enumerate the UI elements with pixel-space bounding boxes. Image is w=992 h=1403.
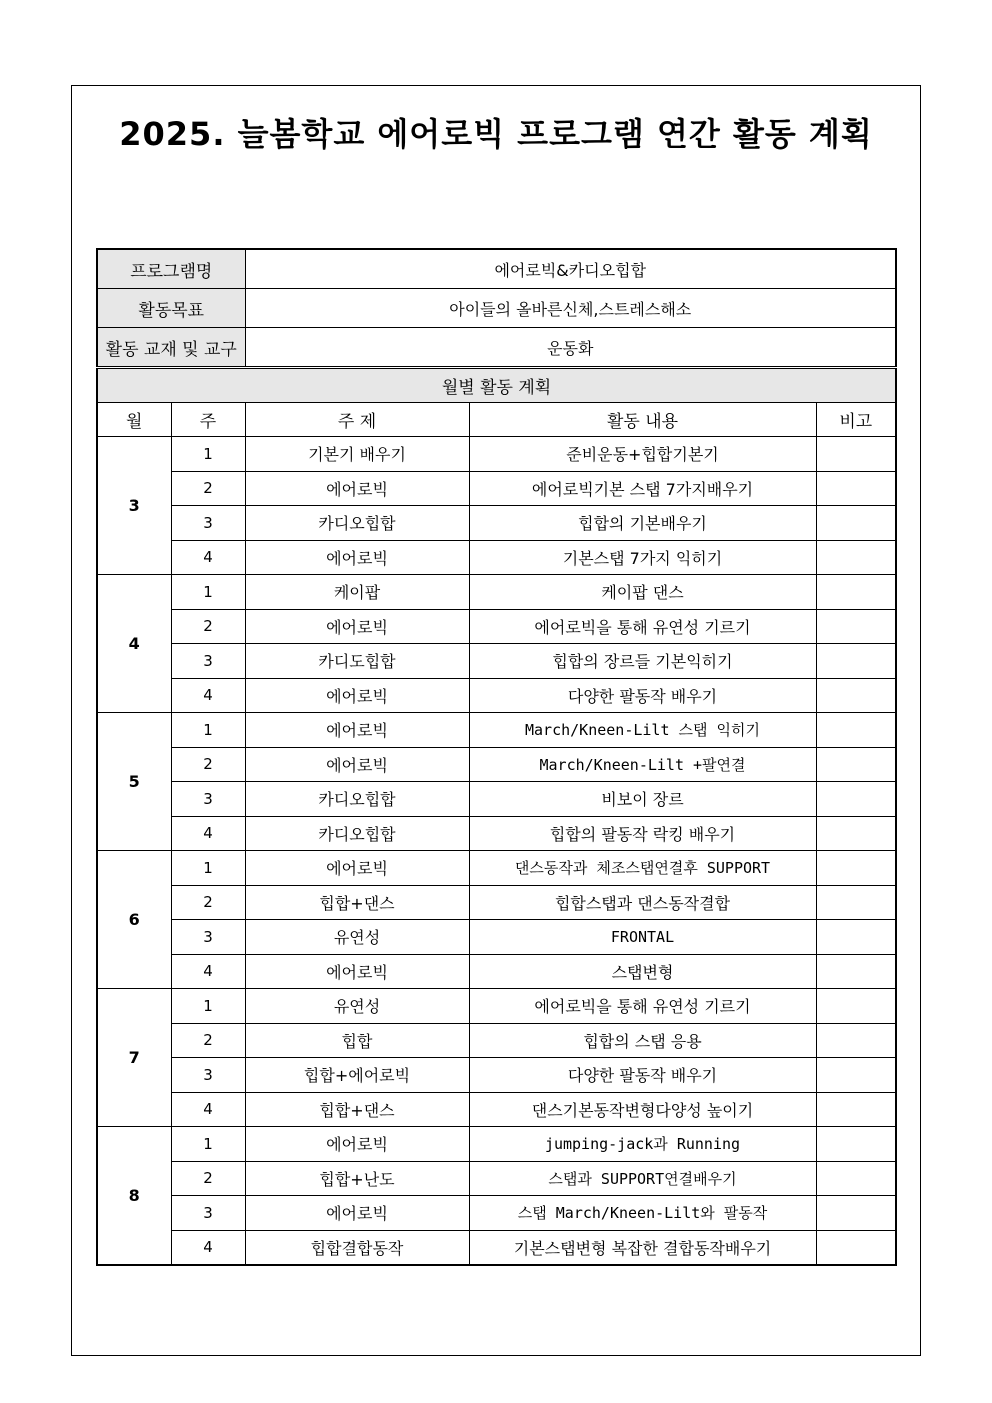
content-cell: 기본스탭 7가지 익히기 bbox=[469, 540, 816, 575]
table-row bbox=[97, 713, 896, 748]
note-cell bbox=[816, 506, 896, 541]
content-cell: 에어로빅기본 스탭 7가지배우기 bbox=[469, 471, 816, 506]
note-cell bbox=[816, 851, 896, 886]
week-cell: 1 bbox=[171, 989, 245, 1024]
note-cell bbox=[816, 437, 896, 472]
table-row bbox=[97, 989, 896, 1024]
column-header-content: 활동 내용 bbox=[469, 403, 816, 437]
note-cell bbox=[816, 1023, 896, 1058]
table-row bbox=[97, 506, 896, 541]
month-cell: 5 bbox=[97, 713, 171, 851]
note-cell bbox=[816, 920, 896, 955]
week-cell: 1 bbox=[171, 437, 245, 472]
table-row bbox=[97, 644, 896, 679]
topic-cell: 카디오힙합 bbox=[245, 782, 469, 817]
section-title: 월별 활동 계획 bbox=[97, 368, 896, 403]
content-cell: 케이팝 댄스 bbox=[469, 575, 816, 610]
topic-cell: 유연성 bbox=[245, 989, 469, 1024]
note-cell bbox=[816, 678, 896, 713]
week-cell: 3 bbox=[171, 644, 245, 679]
month-cell: 7 bbox=[97, 989, 171, 1127]
info-row-program bbox=[97, 249, 896, 289]
week-cell: 2 bbox=[171, 747, 245, 782]
info-row-goal bbox=[97, 289, 896, 328]
week-cell: 2 bbox=[171, 1161, 245, 1196]
note-cell bbox=[816, 1196, 896, 1231]
content-cell: 에어로빅을 통해 유연성 기르기 bbox=[469, 989, 816, 1024]
week-cell: 3 bbox=[171, 782, 245, 817]
note-cell bbox=[816, 954, 896, 989]
note-cell bbox=[816, 1127, 896, 1162]
content-cell: 댄스기본동작변형다양성 높이기 bbox=[469, 1092, 816, 1127]
note-cell bbox=[816, 1058, 896, 1093]
week-cell: 2 bbox=[171, 609, 245, 644]
content-cell: 다양한 팔동작 배우기 bbox=[469, 678, 816, 713]
table-row bbox=[97, 782, 896, 817]
content-cell: 스탭과 SUPPORT연결배우기 bbox=[469, 1161, 816, 1196]
note-cell bbox=[816, 644, 896, 679]
week-cell: 3 bbox=[171, 920, 245, 955]
content-cell: FRONTAL bbox=[469, 920, 816, 955]
content-cell: 힙합의 스탭 응용 bbox=[469, 1023, 816, 1058]
topic-cell: 힙합+댄스 bbox=[245, 1092, 469, 1127]
table-row bbox=[97, 954, 896, 989]
table-row bbox=[97, 1230, 896, 1265]
topic-cell: 에어로빅 bbox=[245, 747, 469, 782]
month-cell: 3 bbox=[97, 437, 171, 575]
topic-cell: 힙합결합동작 bbox=[245, 1230, 469, 1265]
week-cell: 1 bbox=[171, 851, 245, 886]
month-cell: 6 bbox=[97, 851, 171, 989]
column-header-row bbox=[97, 403, 896, 437]
table-row bbox=[97, 678, 896, 713]
info-value: 에어로빅&카디오힙합 bbox=[245, 249, 896, 289]
topic-cell: 케이팝 bbox=[245, 575, 469, 610]
topic-cell: 에어로빅 bbox=[245, 678, 469, 713]
week-cell: 4 bbox=[171, 954, 245, 989]
table-row bbox=[97, 1127, 896, 1162]
column-header-week: 주 bbox=[171, 403, 245, 437]
week-cell: 1 bbox=[171, 575, 245, 610]
note-cell bbox=[816, 609, 896, 644]
info-row-materials bbox=[97, 328, 896, 368]
note-cell bbox=[816, 782, 896, 817]
topic-cell: 힙합+댄스 bbox=[245, 885, 469, 920]
content-cell: March/Kneen-Lilt +팔연결 bbox=[469, 747, 816, 782]
content-cell: 에어로빅을 통해 유연성 기르기 bbox=[469, 609, 816, 644]
month-cell: 8 bbox=[97, 1127, 171, 1266]
topic-cell: 카디오힙합 bbox=[245, 816, 469, 851]
content-cell: 스탭변형 bbox=[469, 954, 816, 989]
info-label: 활동 교재 및 교구 bbox=[97, 328, 245, 368]
month-cell: 4 bbox=[97, 575, 171, 713]
topic-cell: 에어로빅 bbox=[245, 713, 469, 748]
table-row bbox=[97, 851, 896, 886]
content-cell: March/Kneen-Lilt 스탭 익히기 bbox=[469, 713, 816, 748]
table-row bbox=[97, 471, 896, 506]
column-header-topic: 주 제 bbox=[245, 403, 469, 437]
table-row bbox=[97, 1196, 896, 1231]
section-header-row bbox=[97, 368, 896, 403]
info-value: 아이들의 올바른신체,스트레스해소 bbox=[245, 289, 896, 328]
note-cell bbox=[816, 885, 896, 920]
table-row bbox=[97, 575, 896, 610]
week-cell: 2 bbox=[171, 471, 245, 506]
topic-cell: 에어로빅 bbox=[245, 954, 469, 989]
week-cell: 3 bbox=[171, 506, 245, 541]
table-row bbox=[97, 920, 896, 955]
content-cell: 힙합의 기본배우기 bbox=[469, 506, 816, 541]
topic-cell: 힙합+에어로빅 bbox=[245, 1058, 469, 1093]
topic-cell: 에어로빅 bbox=[245, 851, 469, 886]
week-cell: 1 bbox=[171, 713, 245, 748]
content-cell: 힙합의 팔동작 락킹 배우기 bbox=[469, 816, 816, 851]
content-cell: 댄스동작과 체조스탭연결후 SUPPORT bbox=[469, 851, 816, 886]
note-cell bbox=[816, 713, 896, 748]
week-cell: 4 bbox=[171, 540, 245, 575]
table-row bbox=[97, 609, 896, 644]
topic-cell: 에어로빅 bbox=[245, 1196, 469, 1231]
table-row bbox=[97, 747, 896, 782]
note-cell bbox=[816, 575, 896, 610]
topic-cell: 유연성 bbox=[245, 920, 469, 955]
table-row bbox=[97, 540, 896, 575]
topic-cell: 에어로빅 bbox=[245, 1127, 469, 1162]
note-cell bbox=[816, 540, 896, 575]
topic-cell: 에어로빅 bbox=[245, 471, 469, 506]
note-cell bbox=[816, 747, 896, 782]
topic-cell: 에어로빅 bbox=[245, 540, 469, 575]
week-cell: 4 bbox=[171, 1092, 245, 1127]
table-row bbox=[97, 1092, 896, 1127]
content-cell: jumping-jack과 Running bbox=[469, 1127, 816, 1162]
note-cell bbox=[816, 471, 896, 506]
topic-cell: 카디오힙합 bbox=[245, 506, 469, 541]
activity-plan-table bbox=[96, 248, 897, 1266]
note-cell bbox=[816, 1230, 896, 1265]
info-label: 프로그램명 bbox=[97, 249, 245, 289]
week-cell: 1 bbox=[171, 1127, 245, 1162]
document-title: 2025. 늘봄학교 에어로빅 프로그램 연간 활동 계획 bbox=[119, 115, 873, 153]
table-row bbox=[97, 1023, 896, 1058]
info-label: 활동목표 bbox=[97, 289, 245, 328]
column-header-note: 비고 bbox=[816, 403, 896, 437]
content-cell: 기본스탭변형 복잡한 결합동작배우기 bbox=[469, 1230, 816, 1265]
week-cell: 2 bbox=[171, 885, 245, 920]
column-header-month: 월 bbox=[97, 403, 171, 437]
topic-cell: 기본기 배우기 bbox=[245, 437, 469, 472]
week-cell: 4 bbox=[171, 678, 245, 713]
table-row bbox=[97, 816, 896, 851]
info-value: 운동화 bbox=[245, 328, 896, 368]
table-row bbox=[97, 1058, 896, 1093]
topic-cell: 힙합+난도 bbox=[245, 1161, 469, 1196]
content-cell: 다양한 팔동작 배우기 bbox=[469, 1058, 816, 1093]
note-cell bbox=[816, 1161, 896, 1196]
topic-cell: 힙합 bbox=[245, 1023, 469, 1058]
table-row bbox=[97, 1161, 896, 1196]
note-cell bbox=[816, 816, 896, 851]
note-cell bbox=[816, 1092, 896, 1127]
content-cell: 힙합의 장르들 기본익히기 bbox=[469, 644, 816, 679]
week-cell: 3 bbox=[171, 1196, 245, 1231]
content-cell: 힙합스탭과 댄스동작결합 bbox=[469, 885, 816, 920]
week-cell: 3 bbox=[171, 1058, 245, 1093]
topic-cell: 에어로빅 bbox=[245, 609, 469, 644]
content-cell: 비보이 장르 bbox=[469, 782, 816, 817]
content-cell: 준비운동+힙합기본기 bbox=[469, 437, 816, 472]
topic-cell: 카디도힙합 bbox=[245, 644, 469, 679]
week-cell: 4 bbox=[171, 1230, 245, 1265]
table-row bbox=[97, 437, 896, 472]
content-cell: 스탭 March/Kneen-Lilt와 팔동작 bbox=[469, 1196, 816, 1231]
week-cell: 2 bbox=[171, 1023, 245, 1058]
note-cell bbox=[816, 989, 896, 1024]
table-row bbox=[97, 885, 896, 920]
week-cell: 4 bbox=[171, 816, 245, 851]
